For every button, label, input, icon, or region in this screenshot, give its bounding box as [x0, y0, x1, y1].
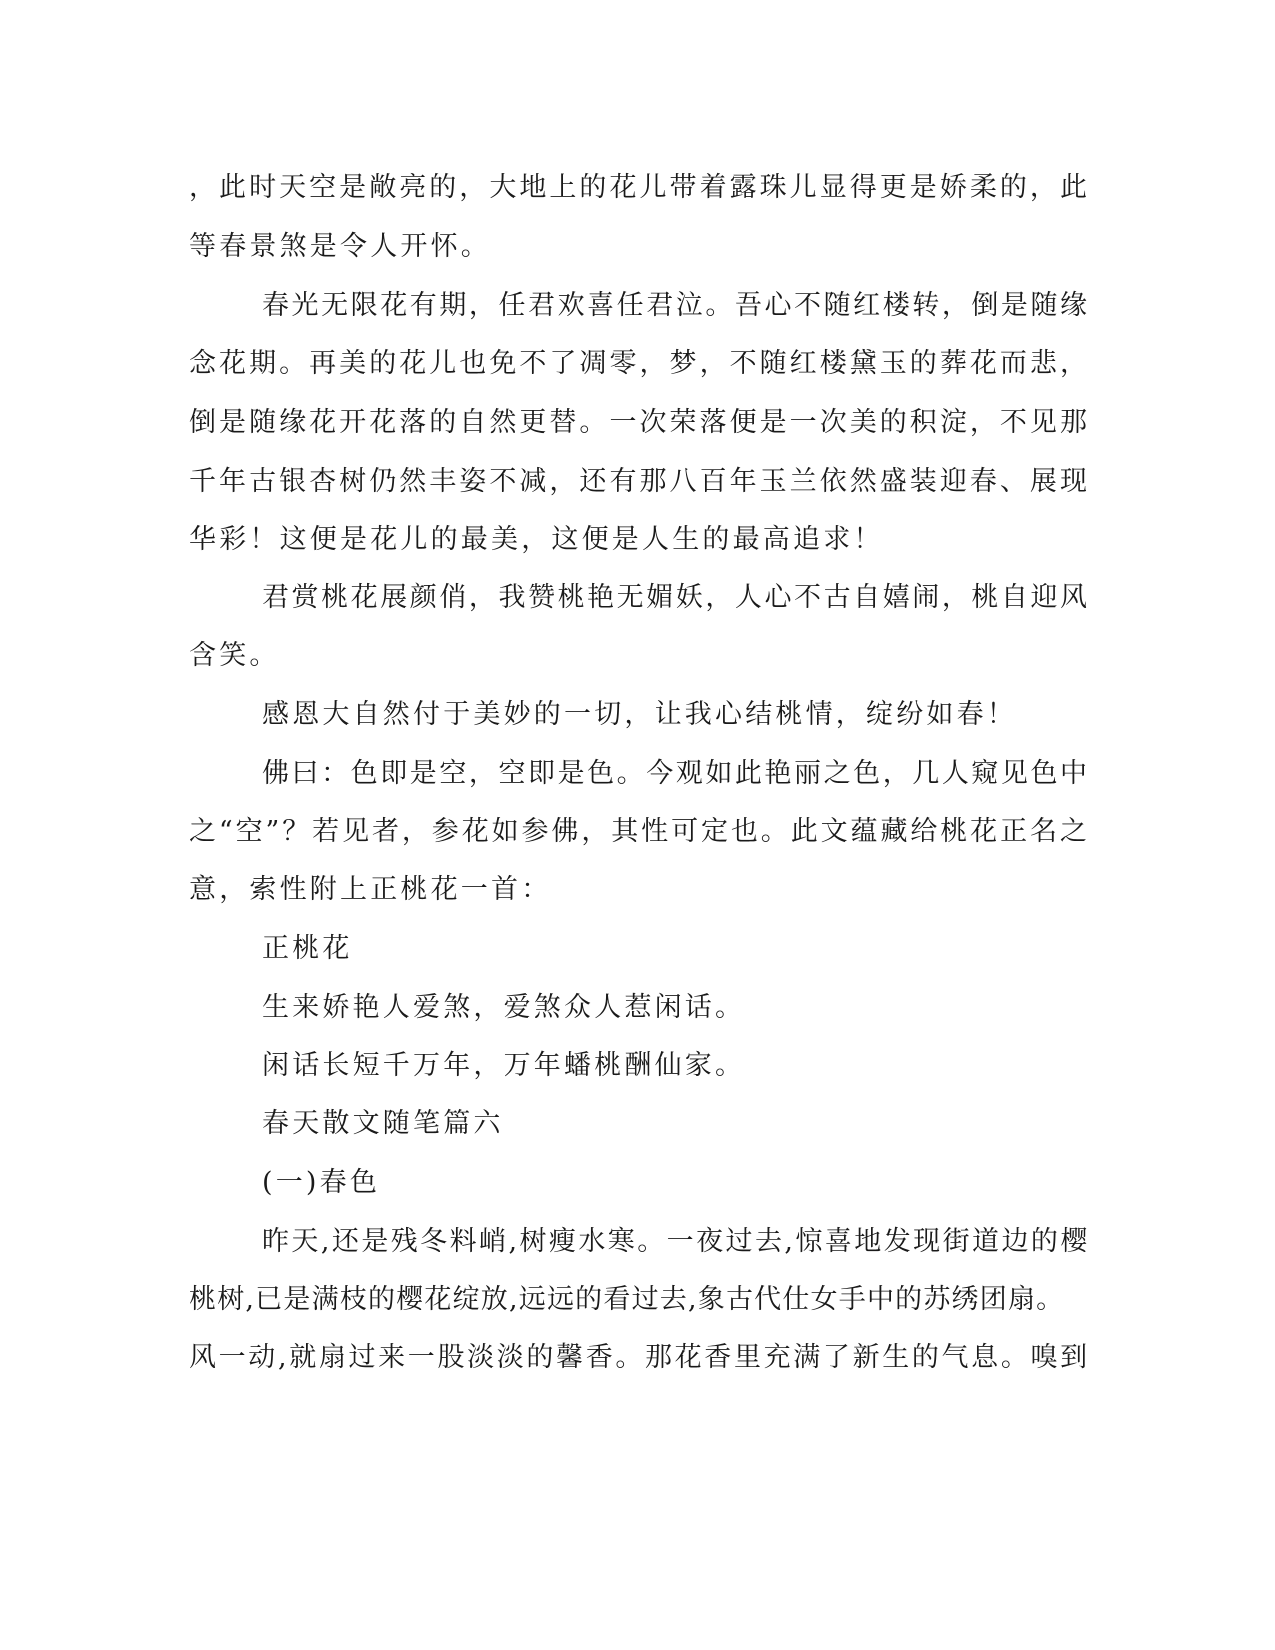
paragraph-first-line: 君赏桃花展颜俏，我赞桃艳无媚妖，人心不古自嬉闹，桃自迎风: [262, 582, 1090, 613]
text-line: 风一动,就扇过来一股淡淡的馨香。那花香里充满了新生的气息。嗅到: [189, 1342, 1090, 1373]
subsection-heading: (一)春色: [262, 1167, 381, 1198]
paragraph-first-line: 感恩大自然付于美妙的一切，让我心结桃情，绽纷如春！: [262, 699, 1017, 730]
text-line: 千年古银杏树仍然丰姿不减，还有那八百年玉兰依然盛装迎春、展现: [189, 466, 1090, 497]
section-heading: 春天散文随笔篇六: [262, 1108, 504, 1139]
paragraph-first-line: 佛曰：色即是空，空即是色。今观如此艳丽之色，几人窥见色中: [262, 758, 1090, 789]
paragraph-first-line: 春光无限花有期，任君欢喜任君泣。吾心不随红楼转，倒是随缘: [262, 290, 1090, 321]
text-line: 华彩！这便是花儿的最美，这便是人生的最高追求！: [189, 524, 884, 555]
text-line: ，此时天空是敞亮的，大地上的花儿带着露珠儿显得更是娇柔的，此: [189, 172, 1090, 203]
poem-line: 生来娇艳人爱煞，爱煞众人惹闲话。: [262, 992, 746, 1023]
text-line: 念花期。再美的花儿也免不了凋零，梦，不随红楼黛玉的葬花而悲，: [189, 348, 1090, 379]
text-line: 等春景煞是令人开怀。: [189, 231, 491, 262]
poem-line: 闲话长短千万年，万年蟠桃酬仙家。: [262, 1050, 746, 1081]
poem-title: 正桃花: [262, 933, 353, 964]
text-line: 意，索性附上正桃花一首：: [189, 874, 552, 905]
text-line: 含笑。: [189, 640, 280, 671]
paragraph-first-line: 昨天,还是残冬料峭,树瘦水寒。一夜过去,惊喜地发现街道边的樱: [262, 1226, 1090, 1257]
text-line: 之“空”？若见者，参花如参佛，其性可定也。此文蕴藏给桃花正名之: [189, 816, 1090, 847]
text-line: 倒是随缘花开花落的自然更替。一次荣落便是一次美的积淀，不见那: [189, 407, 1090, 438]
text-line: 桃树,已是满枝的樱花绽放,远远的看过去,象古代仕女手中的苏绣团扇。: [189, 1284, 1065, 1315]
